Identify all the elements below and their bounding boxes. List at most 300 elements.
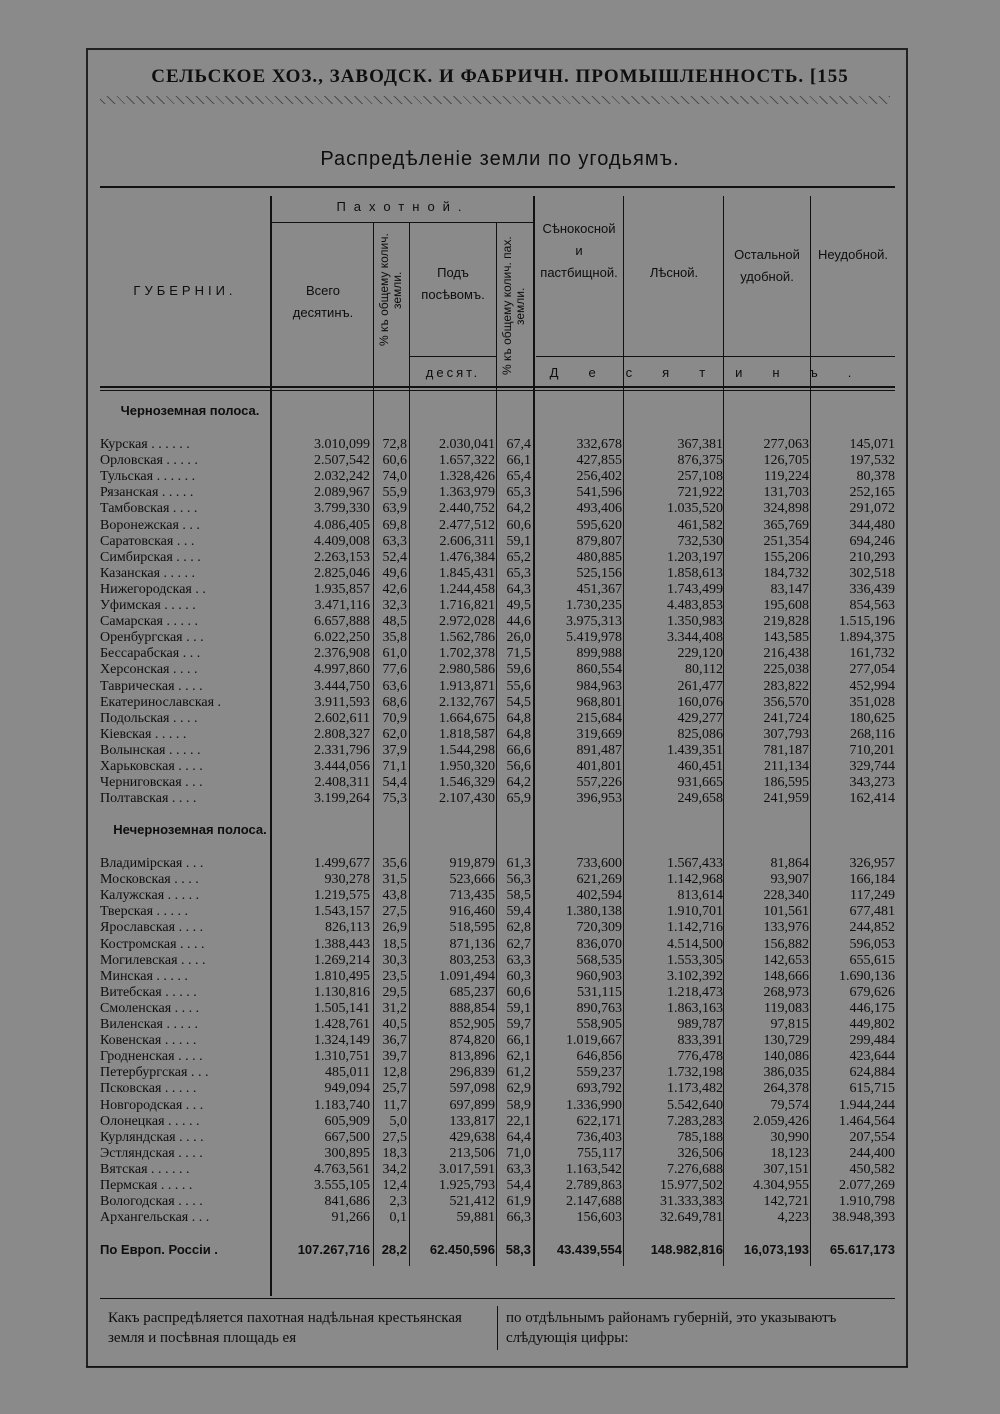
waste-area: 446,175 xyxy=(849,1000,895,1016)
footer-right-text: по отдѣльнымъ районамъ губерній, это указываютъ слѣдующія цифры: xyxy=(506,1310,837,1346)
arable-total: 667,500 xyxy=(324,1129,370,1145)
sown-pct: 59,4 xyxy=(506,904,531,920)
header-bottom-rule-2 xyxy=(100,390,895,391)
waste-area: 343,273 xyxy=(849,775,895,791)
other-area: 30,990 xyxy=(770,1129,809,1145)
sown-area: 803,253 xyxy=(449,952,495,968)
hay-area: 2.147,688 xyxy=(566,1194,622,1210)
arable-pct: 23,5 xyxy=(382,968,407,984)
gubernia-name: Олонецкая . . . . . xyxy=(100,1113,200,1129)
sown-area: 713,435 xyxy=(449,888,495,904)
sown-pct: 59,6 xyxy=(506,662,531,678)
total-header: Всего десятинъ. xyxy=(292,283,354,320)
hay-area: 622,171 xyxy=(576,1113,622,1129)
arable-total: 1.543,157 xyxy=(314,904,370,920)
gubernia-header: ГУБЕРНІИ. xyxy=(133,283,237,298)
table-row xyxy=(100,614,895,630)
other-area: 18,123 xyxy=(770,1145,809,1161)
sown-pct: 58,5 xyxy=(506,888,531,904)
forest-area: 1.553,305 xyxy=(667,952,723,968)
waste-area: 38.948,393 xyxy=(832,1210,895,1226)
other-area: 101,561 xyxy=(763,904,809,920)
other-area: 186,595 xyxy=(763,775,809,791)
sown-area: 874,820 xyxy=(449,1033,495,1049)
table-row xyxy=(100,759,895,775)
other-area: 365,769 xyxy=(763,517,809,533)
gubernia-name: Вятская . . . . . . xyxy=(100,1161,190,1177)
table-row xyxy=(100,1017,895,1033)
arable-pct: 5,0 xyxy=(389,1113,407,1129)
arable-pct: 62,0 xyxy=(382,726,407,742)
arable-group-rule xyxy=(272,222,534,223)
footer-divider xyxy=(497,1306,498,1350)
forest-area: 1.439,351 xyxy=(667,742,723,758)
arable-total: 3.911,593 xyxy=(314,694,370,710)
gubernia-name: Полтавская . . . . xyxy=(100,791,197,807)
waste-area: 344,480 xyxy=(849,517,895,533)
hay-area: 256,402 xyxy=(576,469,622,485)
sown-pct: 65,9 xyxy=(506,791,531,807)
sown-area: 1.476,384 xyxy=(439,549,495,565)
hay-area: 531,115 xyxy=(577,984,622,1000)
sown-area: 521,412 xyxy=(449,1194,495,1210)
sown-pct: 59,7 xyxy=(506,1017,531,1032)
gubernia-name: Саратовская . . . xyxy=(100,533,195,549)
arable-pct: 26,9 xyxy=(382,920,407,936)
gubernia-name: Воронежская . . . xyxy=(100,517,200,533)
sown-pct: 64,2 xyxy=(506,775,531,791)
sown-pct: 66,1 xyxy=(506,1033,531,1049)
arable-total: 2.376,908 xyxy=(314,646,370,662)
arable-total: 1.324,149 xyxy=(314,1033,370,1049)
waste-area: 80,378 xyxy=(856,469,895,485)
total-hay: 43.439,554 xyxy=(556,1242,622,1257)
table-row xyxy=(100,1194,895,1210)
other-area: 241,724 xyxy=(763,710,809,726)
other-area: 2.059,426 xyxy=(753,1113,809,1129)
hay-area: 755,117 xyxy=(577,1145,622,1161)
arable-pct: 2,3 xyxy=(389,1194,407,1210)
waste-area: 244,400 xyxy=(849,1145,895,1161)
table-row xyxy=(100,856,895,872)
gubernia-name: Харьковская . . . . xyxy=(100,759,203,774)
forest-area: 1.203,197 xyxy=(667,549,723,565)
forest-area: 7.276,688 xyxy=(667,1161,723,1177)
sown-area: 213,506 xyxy=(449,1145,495,1161)
hay-area: 960,903 xyxy=(576,968,622,984)
forest-header: Лѣсной. xyxy=(649,265,699,280)
arable-pct: 43,8 xyxy=(382,888,407,904)
waste-area: 244,852 xyxy=(849,920,895,936)
arable-pct: 35,8 xyxy=(382,630,407,646)
gubernia-name: Ковенская . . . . . xyxy=(100,1033,197,1049)
hay-area: 1.380,138 xyxy=(566,904,622,920)
arable-pct: 18,3 xyxy=(382,1145,407,1161)
total-sown: 62.450,596 xyxy=(429,1242,495,1257)
forest-area: 1.732,198 xyxy=(667,1065,723,1081)
waste-area: 197,532 xyxy=(849,453,895,469)
hay-area: 836,070 xyxy=(576,936,622,952)
sown-area: 1.328,426 xyxy=(439,469,495,485)
other-area: 241,959 xyxy=(763,791,809,807)
hay-area: 451,367 xyxy=(576,581,622,597)
other-area: 219,828 xyxy=(763,614,809,630)
table-row xyxy=(100,937,895,953)
gubernia-name: Уфимская . . . . . xyxy=(100,598,196,613)
arable-total: 4.997,860 xyxy=(314,662,370,678)
arable-total: 1.130,816 xyxy=(314,984,370,1000)
pct-total-header: % къ общему колич. земли. xyxy=(377,233,404,347)
sown-area: 2.606,311 xyxy=(439,533,495,549)
other-area: 93,907 xyxy=(770,872,809,888)
sown-pct: 65,3 xyxy=(506,565,531,581)
waste-area: 166,184 xyxy=(849,872,895,888)
table-row xyxy=(100,888,895,904)
arable-pct: 77,6 xyxy=(382,662,407,678)
hay-area: 568,535 xyxy=(576,952,622,968)
other-area: 119,083 xyxy=(764,1000,809,1016)
arable-pct: 34,2 xyxy=(382,1161,407,1177)
arable-total: 91,266 xyxy=(331,1210,370,1226)
table-row xyxy=(100,485,895,501)
other-area: 228,340 xyxy=(763,888,809,904)
other-area: 216,438 xyxy=(763,646,809,662)
sown-pct: 60,3 xyxy=(506,968,531,984)
arable-total: 3.799,330 xyxy=(314,501,370,517)
arable-pct: 0,1 xyxy=(389,1210,407,1226)
table-row xyxy=(100,437,895,453)
arable-pct: 61,0 xyxy=(382,646,407,662)
sown-pct: 66,6 xyxy=(506,742,531,758)
arable-total: 2.263,153 xyxy=(314,549,370,565)
arable-pct: 35,6 xyxy=(382,856,407,871)
waste-area: 180,625 xyxy=(849,710,895,726)
other-area: 83,147 xyxy=(770,581,809,597)
sown-area: 685,237 xyxy=(449,984,495,1000)
forest-area: 785,188 xyxy=(677,1129,723,1145)
other-area: 142,653 xyxy=(763,952,809,968)
arable-pct: 31,2 xyxy=(382,1000,407,1016)
table-row xyxy=(100,985,895,1001)
table-row xyxy=(100,598,895,614)
waste-area: 452,994 xyxy=(849,678,895,694)
forest-area: 776,478 xyxy=(677,1049,723,1065)
other-area: 225,038 xyxy=(763,662,809,678)
hay-area: 557,226 xyxy=(576,775,622,791)
waste-area: 1.944,244 xyxy=(839,1097,895,1113)
gubernia-name: Таврическая . . . . xyxy=(100,678,203,694)
arable-pct: 63,3 xyxy=(382,533,407,549)
footer-left-text: Какъ распредѣляется пахотная надѣльная крестьянская земля и посѣвная площадь ея xyxy=(108,1310,462,1346)
gubernia-name: Рязанская . . . . . xyxy=(100,485,194,501)
forest-area: 32.649,781 xyxy=(660,1210,723,1226)
arable-total: 3.444,750 xyxy=(314,678,370,694)
sown-pct: 49,5 xyxy=(506,598,531,613)
arable-pct: 60,6 xyxy=(382,453,407,469)
table-row xyxy=(100,775,895,791)
other-area: 155,206 xyxy=(763,549,809,565)
forest-area: 460,451 xyxy=(677,759,723,774)
hay-area: 215,684 xyxy=(576,710,622,726)
sown-area: 1.657,322 xyxy=(439,453,495,469)
other-area: 143,585 xyxy=(763,630,809,646)
forest-area: 1.142,716 xyxy=(667,920,723,936)
waste-area: 117,249 xyxy=(850,888,895,904)
sown-pct: 61,9 xyxy=(506,1194,531,1210)
forest-area: 160,076 xyxy=(677,694,723,710)
gubernia-name: Орловская . . . . . xyxy=(100,453,198,469)
section-black-earth: Черноземная полоса. xyxy=(120,403,260,418)
forest-area: 813,614 xyxy=(677,888,723,904)
waste-area: 1.690,136 xyxy=(839,968,895,984)
waste-area: 1.910,798 xyxy=(839,1194,895,1210)
sown-pct: 55,6 xyxy=(506,678,531,694)
arable-total: 2.331,796 xyxy=(314,742,370,758)
hay-area: 595,620 xyxy=(576,517,622,533)
gubernia-name: Тульская . . . . . . xyxy=(100,469,196,485)
gubernia-name: Волынская . . . . . xyxy=(100,742,201,758)
other-area: 4,223 xyxy=(777,1210,809,1226)
table-row xyxy=(100,953,895,969)
sown-pct: 59,1 xyxy=(506,1000,531,1016)
other-area: 79,574 xyxy=(770,1097,809,1113)
header-top-rule xyxy=(100,186,895,188)
table-row xyxy=(100,1210,895,1226)
gubernia-name: Новгородская . . . xyxy=(100,1097,204,1113)
hay-area: 879,807 xyxy=(576,533,622,549)
arable-pct: 63,9 xyxy=(382,501,407,517)
other-area: 195,608 xyxy=(763,598,809,613)
arable-pct: 25,7 xyxy=(382,1081,407,1097)
gubernia-name: Смоленская . . . . xyxy=(100,1000,200,1016)
arable-pct: 68,6 xyxy=(382,694,407,710)
forest-area: 876,375 xyxy=(677,453,723,469)
waste-area: 449,802 xyxy=(849,1017,895,1032)
other-area: 4.304,955 xyxy=(753,1178,809,1193)
sown-pct: 71,5 xyxy=(506,646,531,662)
forest-area: 721,922 xyxy=(677,485,723,501)
arable-total: 3.471,116 xyxy=(314,598,370,613)
waste-area: 710,201 xyxy=(849,742,895,758)
hay-area: 621,269 xyxy=(576,872,622,888)
hay-area: 693,792 xyxy=(576,1081,622,1097)
forest-area: 257,108 xyxy=(677,469,723,485)
waste-area: 596,053 xyxy=(849,936,895,952)
arable-pct: 40,5 xyxy=(382,1017,407,1032)
other-area: 97,815 xyxy=(770,1017,809,1032)
sown-area: 1.244,458 xyxy=(439,581,495,597)
table-row xyxy=(100,501,895,517)
table-row xyxy=(100,791,895,807)
page-bottom-rule xyxy=(86,1366,908,1367)
sown-pct: 63,3 xyxy=(506,1161,531,1177)
sown-header: Подъ посѣвомъ. xyxy=(421,265,485,302)
other-area: 277,063 xyxy=(763,437,809,452)
gubernia-name: Тверская . . . . . xyxy=(100,904,189,920)
sown-area: 523,666 xyxy=(449,872,495,888)
hay-area: 402,594 xyxy=(576,888,622,904)
arable-total: 930,278 xyxy=(324,872,370,888)
sown-pct: 65,2 xyxy=(506,549,531,565)
sown-pct: 54,5 xyxy=(506,694,531,710)
hay-area: 5.419,978 xyxy=(566,630,622,646)
arable-pct: 63,6 xyxy=(382,678,407,694)
hay-area: 1.730,235 xyxy=(566,598,622,613)
forest-area: 461,582 xyxy=(677,517,723,533)
table-row xyxy=(100,453,895,469)
sown-area: 1.562,786 xyxy=(439,630,495,646)
waste-area: 252,165 xyxy=(849,485,895,501)
sown-pct: 63,3 xyxy=(506,952,531,968)
waste-area: 299,484 xyxy=(849,1033,895,1049)
sown-pct: 64,3 xyxy=(506,581,531,597)
arable-pct: 32,3 xyxy=(382,598,407,613)
total-label: По Европ. Россіи . xyxy=(100,1242,218,1257)
forest-area: 367,381 xyxy=(677,437,723,452)
gubernia-name: Самарская . . . . . xyxy=(100,614,198,630)
sown-pct: 61,2 xyxy=(506,1065,531,1081)
sown-area: 597,098 xyxy=(449,1081,495,1097)
sown-pct: 64,8 xyxy=(506,726,531,742)
waste-area: 1.515,196 xyxy=(839,614,895,630)
desyat-header: десят. xyxy=(425,365,481,380)
waste-area: 854,563 xyxy=(849,598,895,613)
gubernia-name: Могилевская . . . . xyxy=(100,952,206,968)
forest-area: 5.542,640 xyxy=(667,1097,723,1113)
sown-pct: 44,6 xyxy=(506,614,531,630)
arable-total: 6.657,888 xyxy=(314,614,370,630)
waste-area: 277,054 xyxy=(849,662,895,678)
forest-area: 1.035,520 xyxy=(667,501,723,517)
arable-total: 2.808,327 xyxy=(314,726,370,742)
other-area: 307,151 xyxy=(763,1161,809,1177)
gubernia-name: Симбирская . . . . xyxy=(100,549,201,565)
waste-area: 624,884 xyxy=(849,1065,895,1081)
desyat-rule xyxy=(410,356,496,357)
other-header: Остальной удобной. xyxy=(734,247,800,284)
forest-area: 931,665 xyxy=(677,775,723,791)
other-area: 156,882 xyxy=(763,936,809,952)
sown-pct: 62,7 xyxy=(506,936,531,952)
gubernia-name: Нижегородская . . xyxy=(100,581,206,597)
table-row xyxy=(100,566,895,582)
arable-total: 1.219,575 xyxy=(314,888,370,904)
gubernia-name: Екатеринославская . xyxy=(100,694,222,710)
sown-area: 2.107,430 xyxy=(439,791,495,807)
forest-area: 1.910,701 xyxy=(667,904,723,920)
hay-area: 3.975,313 xyxy=(566,614,622,630)
arable-total: 1.428,761 xyxy=(314,1017,370,1032)
arable-pct: 75,3 xyxy=(382,791,407,807)
wavy-rule xyxy=(100,96,890,104)
hay-area: 984,963 xyxy=(576,678,622,694)
waste-area: 336,439 xyxy=(849,581,895,597)
hay-area: 1.336,990 xyxy=(566,1097,622,1113)
sown-pct: 58,9 xyxy=(506,1097,531,1113)
units-header: Десятинъ. xyxy=(549,365,882,380)
table-row xyxy=(100,1162,895,1178)
arable-total: 605,909 xyxy=(324,1113,370,1129)
arable-total: 3.010,099 xyxy=(314,437,370,452)
table-row xyxy=(100,1049,895,1065)
arable-pct: 48,5 xyxy=(382,614,407,630)
gubernia-name: Псковская . . . . . xyxy=(100,1081,197,1097)
waste-area: 329,744 xyxy=(849,759,895,774)
gubernia-name: Казанская . . . . . xyxy=(100,565,196,581)
waste-area: 210,293 xyxy=(849,549,895,565)
table-row xyxy=(100,1001,895,1017)
sown-area: 1.544,298 xyxy=(439,742,495,758)
forest-area: 229,120 xyxy=(677,646,723,662)
arable-total: 1.935,857 xyxy=(314,581,370,597)
other-area: 126,705 xyxy=(763,453,809,469)
waste-area: 302,518 xyxy=(849,565,895,581)
forest-area: 732,530 xyxy=(677,533,723,549)
table-row xyxy=(100,1146,895,1162)
sown-area: 1.664,675 xyxy=(439,710,495,726)
waste-area: 162,414 xyxy=(849,791,895,807)
forest-area: 326,506 xyxy=(677,1145,723,1161)
arable-pct: 42,6 xyxy=(382,581,407,597)
arable-total: 1.499,677 xyxy=(314,856,370,871)
table-row xyxy=(100,969,895,985)
sown-area: 296,839 xyxy=(449,1065,495,1081)
arable-pct: 72,8 xyxy=(382,437,407,452)
gubernia-name: Курляндская . . . . xyxy=(100,1129,204,1145)
arable-total: 1.388,443 xyxy=(314,936,370,952)
arable-pct: 12,8 xyxy=(382,1065,407,1081)
sown-pct: 64,4 xyxy=(506,1129,531,1145)
table-row xyxy=(100,469,895,485)
sown-pct: 65,4 xyxy=(506,469,531,485)
total-pct-arable: 28,2 xyxy=(381,1242,407,1257)
sown-area: 133,817 xyxy=(449,1113,495,1129)
other-area: 133,976 xyxy=(763,920,809,936)
forest-area: 1.350,983 xyxy=(667,614,723,630)
hay-area: 646,856 xyxy=(576,1049,622,1065)
gubernia-name: Бессарабская . . . xyxy=(100,646,201,662)
forest-area: 989,787 xyxy=(677,1017,723,1032)
waste-area: 655,615 xyxy=(849,952,895,968)
arable-total: 1.505,141 xyxy=(314,1000,370,1016)
arable-total: 2.032,242 xyxy=(314,469,370,485)
other-area: 356,570 xyxy=(763,694,809,710)
table-row xyxy=(100,662,895,678)
arable-pct: 29,5 xyxy=(382,984,407,1000)
arable-total: 4.763,561 xyxy=(314,1161,370,1177)
sown-area: 888,854 xyxy=(449,1000,495,1016)
units-rule xyxy=(536,356,895,357)
arable-pct: 11,7 xyxy=(383,1097,407,1113)
arable-total: 4.409,008 xyxy=(314,533,370,549)
gubernia-name: Черниговская . . . xyxy=(100,775,203,791)
hay-area: 968,801 xyxy=(576,694,622,710)
total-row xyxy=(100,1242,895,1258)
forest-area: 825,086 xyxy=(677,726,723,742)
hay-area: 890,763 xyxy=(576,1000,622,1016)
other-area: 142,721 xyxy=(763,1194,809,1210)
other-area: 140,086 xyxy=(763,1049,809,1065)
hay-area: 899,988 xyxy=(576,646,622,662)
sown-pct: 66,1 xyxy=(506,453,531,469)
sown-area: 429,638 xyxy=(449,1129,495,1145)
arable-total: 1.269,214 xyxy=(314,952,370,968)
table-row xyxy=(100,582,895,598)
arable-total: 6.022,250 xyxy=(314,630,370,646)
sown-area: 2.440,752 xyxy=(439,501,495,517)
hay-area: 493,406 xyxy=(576,501,622,517)
hay-area: 156,603 xyxy=(576,1210,622,1226)
